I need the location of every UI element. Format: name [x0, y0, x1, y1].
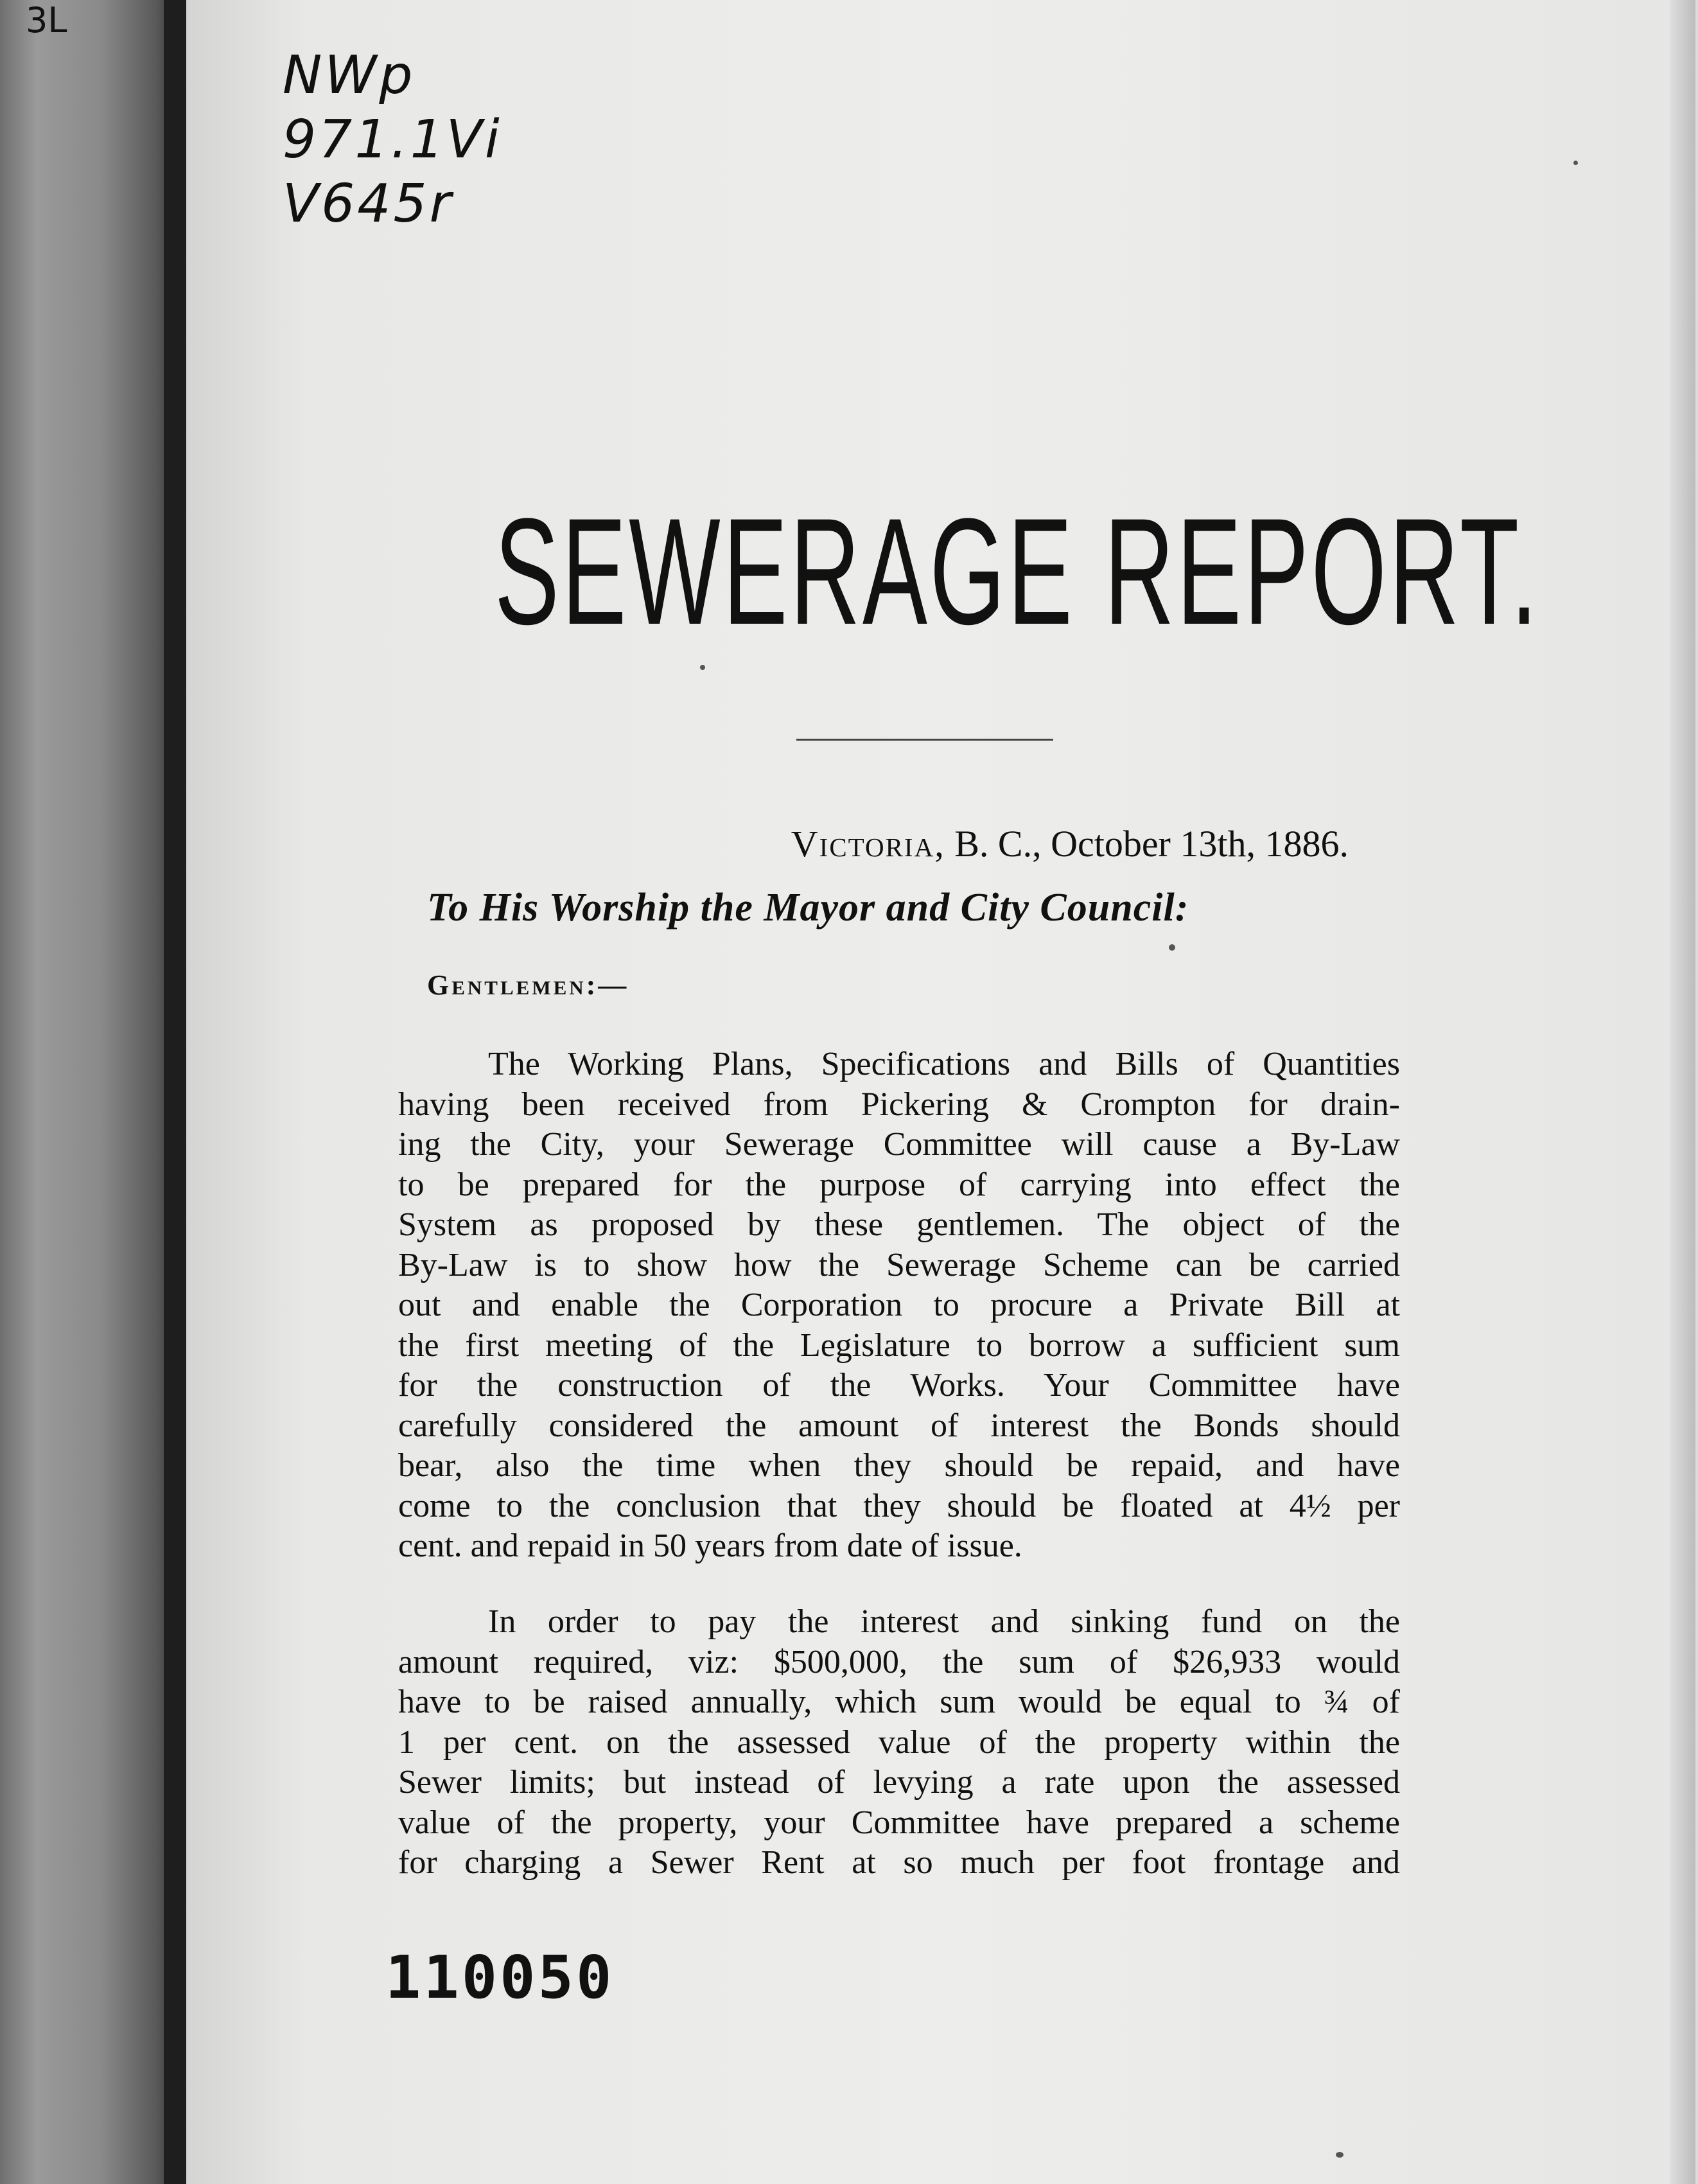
call-number-line-3: V645r [283, 173, 454, 234]
text-line: for charging a Sewer Rent at so much per foot frontage and [398, 1844, 1400, 1881]
text-line: to be prepared for the purpose of carrying into effect the [398, 1166, 1400, 1203]
dateline-date: B. C., October 13th, 1886. [945, 823, 1349, 865]
document-title: SEWERAGE REPORT. [495, 487, 1541, 656]
paragraph-2 [398, 1602, 1400, 1883]
text-line: cent. and repaid in 50 years from date of issue. [398, 1528, 1022, 1564]
text-line: have to be raised annually, which sum would be equal to ¾ of [398, 1684, 1400, 1720]
paper-speck [1336, 2152, 1344, 2158]
text-line: carefully considered the amount of interest the Bonds should [398, 1407, 1400, 1444]
text-line: amount required, viz: $500,000, the sum of $26,933 would [398, 1643, 1400, 1680]
paragraph-1 [398, 1044, 1400, 1567]
salutation: To His Worship the Mayor and City Council: [427, 886, 1189, 929]
paper-speck [1169, 944, 1175, 951]
paper-speck [1573, 161, 1578, 165]
text-line: By-Law is to show how the Sewerage Scheme can be carried [398, 1246, 1400, 1283]
greeting: Gentlemen:— [427, 969, 629, 1001]
text-line: System as proposed by these gentlemen. The object of the [398, 1206, 1400, 1243]
text-line: for the construction of the Works. Your Committee have [398, 1367, 1400, 1404]
text-line: come to the conclusion that they should be floated at 4½ per [398, 1487, 1400, 1524]
dateline-place: Victoria, [791, 823, 945, 865]
text-line: having been received from Pickering & Crompton for drain- [398, 1086, 1400, 1123]
title-divider [796, 739, 1053, 741]
text-line: Sewer limits; but instead of levying a rate upon the assessed [398, 1764, 1400, 1801]
text-line: 1 per cent. on the assessed value of the property within the [398, 1723, 1400, 1761]
call-number-line-1: NWp [283, 45, 416, 106]
text-line: value of the property, your Committee have prepared a scheme [398, 1804, 1400, 1841]
text-line: out and enable the Corporation to procure a Private Bill at [398, 1287, 1400, 1323]
catalog-number: 110050 [385, 1943, 615, 2012]
text-line: The Working Plans, Specifications and Bills of Quantities [488, 1046, 1400, 1082]
text-line: the first meeting of the Legislature to borrow a sufficient sum [398, 1326, 1400, 1364]
call-number-line-2: 971.1Vi [283, 109, 502, 170]
page-edge [1670, 0, 1695, 2184]
gutter-shadow [164, 0, 186, 2184]
book-spine [0, 0, 183, 2184]
paper-speck [700, 665, 705, 670]
dateline [706, 822, 1349, 865]
text-line: ing the City, your Sewerage Committee will cause a By-Law [398, 1126, 1400, 1163]
text-line: In order to pay the interest and sinking fund on the [488, 1603, 1400, 1640]
text-line: bear, also the time when they should be repaid, and have [398, 1447, 1400, 1484]
spine-mark: 3L [26, 0, 67, 40]
